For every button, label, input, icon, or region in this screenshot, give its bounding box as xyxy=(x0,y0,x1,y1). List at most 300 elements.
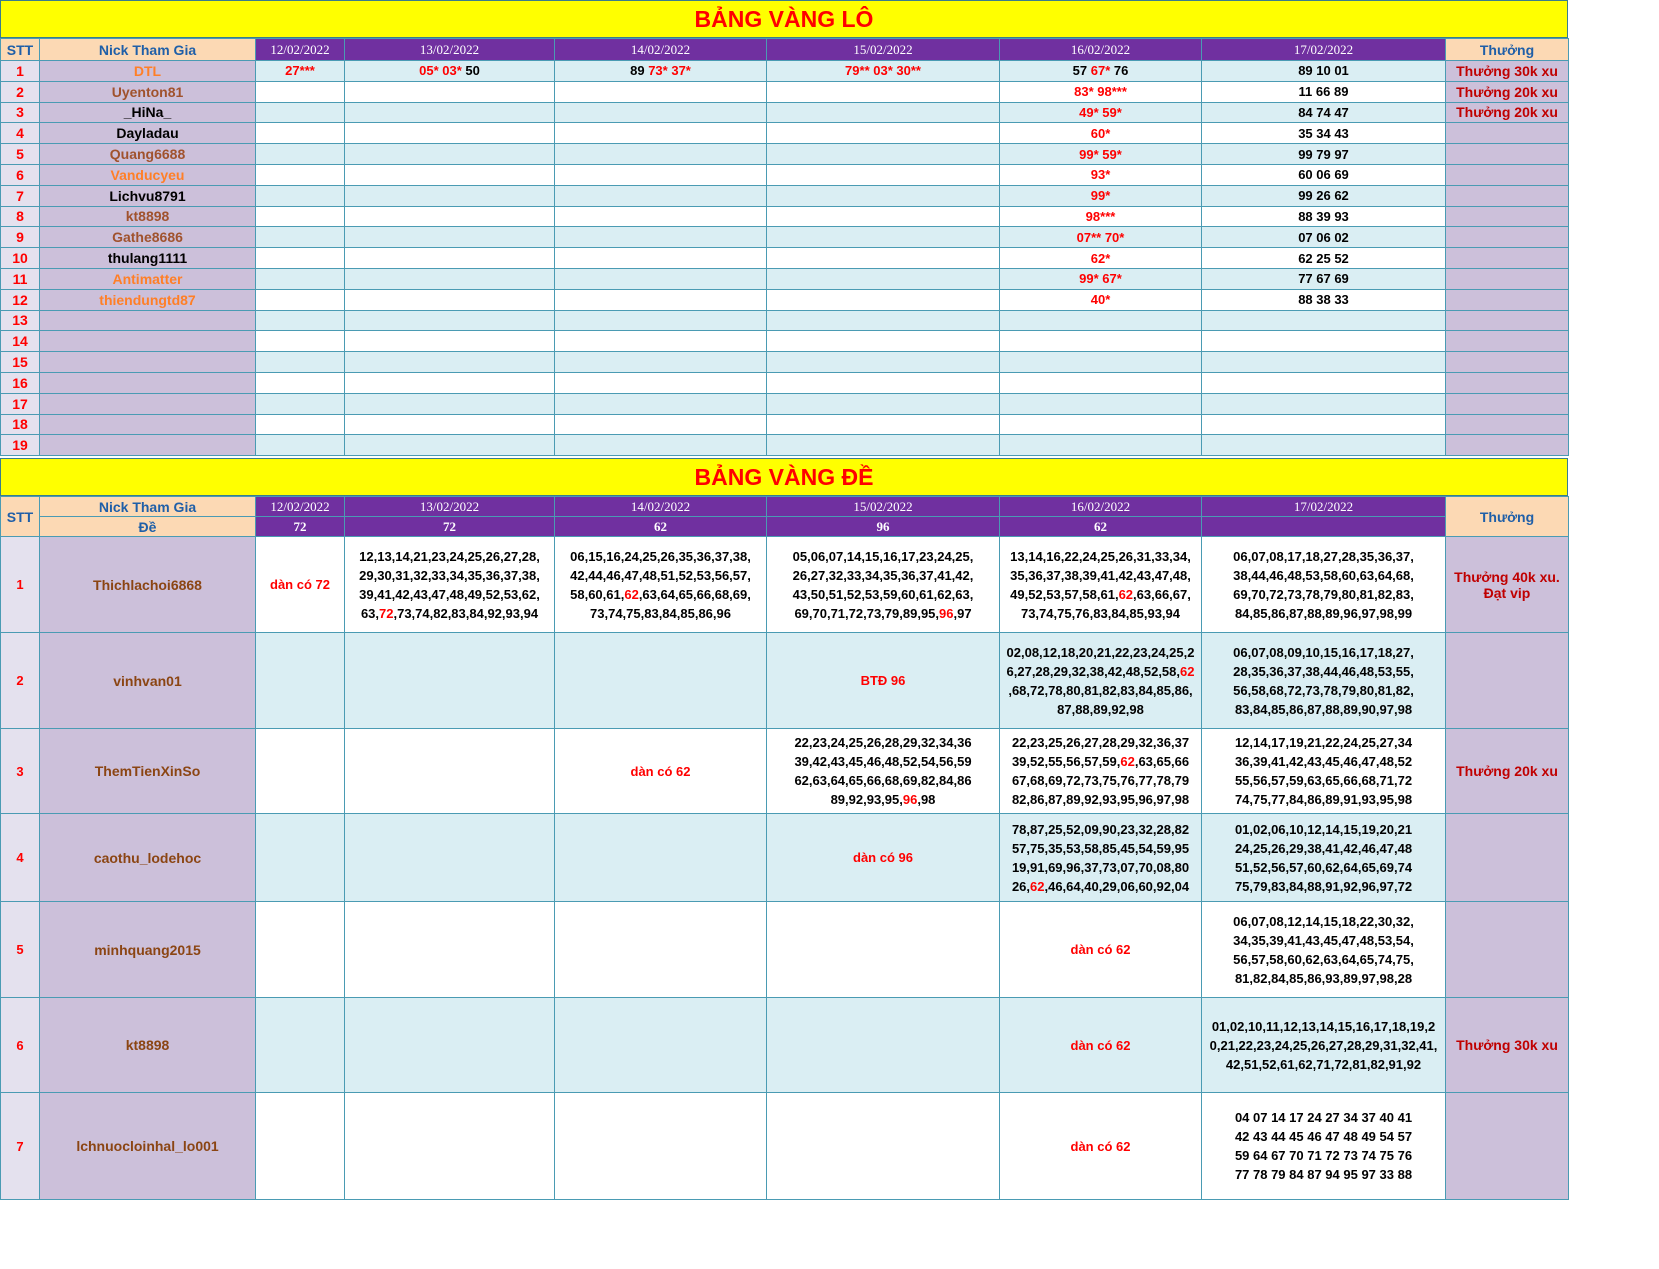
lo-cell xyxy=(555,372,767,393)
participant-nick xyxy=(40,310,256,331)
date-header: 13/02/2022 xyxy=(345,39,555,61)
cell-text-segment: 89 10 01 xyxy=(1298,63,1349,79)
lo-cell xyxy=(1202,206,1446,227)
lo-cell xyxy=(345,310,555,331)
de-cell xyxy=(1202,537,1446,633)
row-number: 9 xyxy=(1,227,40,248)
de-cell xyxy=(256,902,345,998)
lo-cell xyxy=(345,435,555,456)
lo-cell xyxy=(256,414,345,435)
cell-text-segment: 77 67 69 xyxy=(1298,271,1349,287)
cell-text-segment: ,46,64,40,29,06,60,92,04 xyxy=(1044,878,1190,894)
lo-cell xyxy=(256,185,345,206)
cell-text-segment: dàn có 72 xyxy=(270,577,330,593)
lo-cell xyxy=(767,206,1000,227)
lo-cell xyxy=(767,435,1000,456)
cell-text-segment: 49* 59* xyxy=(1079,104,1122,120)
de-cell xyxy=(767,998,1000,1093)
de-cell xyxy=(345,998,555,1093)
de-cell xyxy=(1202,633,1446,729)
lo-cell xyxy=(767,352,1000,373)
date-header: 12/02/2022 xyxy=(256,39,345,61)
lo-cell xyxy=(555,352,767,373)
lo-table-row xyxy=(1,206,1569,227)
lo-cell xyxy=(345,185,555,206)
lo-cell xyxy=(1000,164,1202,185)
cell-text-segment: 62 xyxy=(1180,663,1195,679)
lo-cell xyxy=(555,414,767,435)
de-cell xyxy=(555,537,767,633)
cell-text-segment: 79** 03* 30** xyxy=(845,63,921,79)
lo-cell xyxy=(256,352,345,373)
lo-cell xyxy=(767,61,1000,82)
cell-text-segment: 01,02,10,11,12,13,14,15,16,17,18,19,2 0,21,22,23,24,25,26,27,28,29,31,32,41, 42,51,52,61,62,71,72,81,82,91,92 xyxy=(1209,1018,1438,1072)
lo-cell xyxy=(1202,414,1446,435)
row-number: 11 xyxy=(1,268,40,289)
cell-text-segment: ,98 xyxy=(917,792,936,808)
de-cell xyxy=(767,633,1000,729)
lo-cell xyxy=(256,123,345,144)
lo-banner xyxy=(0,0,1568,38)
lo-table-row xyxy=(1,123,1569,144)
cell-text-segment: ,63,65,66 67,68,69,72,73,75,76,77,78,79 82,86,87,89,92,93,95,96,97,98 xyxy=(1011,754,1190,808)
lo-table-row xyxy=(1,372,1569,393)
de-cell xyxy=(555,729,767,814)
lo-cell xyxy=(345,268,555,289)
de-cell xyxy=(555,633,767,729)
lo-title: BẢNG VÀNG LÔ xyxy=(694,5,874,32)
cell-text-segment: 62 xyxy=(624,586,639,602)
cell-text-segment: 98*** xyxy=(1085,208,1116,224)
row-number: 8 xyxy=(1,206,40,227)
participant-nick: Dayladau xyxy=(40,123,256,144)
lo-cell xyxy=(555,227,767,248)
lo-cell xyxy=(1202,289,1446,310)
lo-cell xyxy=(1000,352,1202,373)
lo-cell xyxy=(1000,227,1202,248)
lo-cell xyxy=(1202,102,1446,123)
lo-cell xyxy=(345,352,555,373)
reward-cell xyxy=(1446,123,1569,144)
lo-cell xyxy=(1202,164,1446,185)
lo-cell xyxy=(767,123,1000,144)
cell-text-segment: 99 26 62 xyxy=(1298,188,1349,204)
participant-nick xyxy=(40,435,256,456)
lo-cell xyxy=(1202,227,1446,248)
participant-nick: Lichvu8791 xyxy=(40,185,256,206)
lo-table-row xyxy=(1,227,1569,248)
cell-text-segment: ,63,66,67, 73,74,75,76,83,84,85,93,94 xyxy=(1020,586,1191,621)
de-cell xyxy=(1202,729,1446,814)
de-table-row xyxy=(1,814,1569,902)
participant-nick: thulang1111 xyxy=(40,248,256,269)
lo-cell xyxy=(555,435,767,456)
de-cell xyxy=(767,537,1000,633)
row-number: 1 xyxy=(1,537,40,633)
cell-text-segment: ,97 xyxy=(953,605,972,621)
participant-nick: ThemTienXinSo xyxy=(40,729,256,814)
lo-cell xyxy=(256,164,345,185)
cell-text-segment: 96 xyxy=(939,605,954,621)
row-number: 7 xyxy=(1,1093,40,1200)
cell-text-segment: 07** 70* xyxy=(1076,229,1125,245)
lo-cell xyxy=(256,331,345,352)
cell-text-segment: 01,02,06,10,12,14,15,19,20,21 24,25,26,29,38,41,42,46,47,48 51,52,56,57,60,62,64,65,69,74 75,79,83,84,88,91,92,96,97,72 xyxy=(1234,821,1413,894)
lo-cell xyxy=(767,164,1000,185)
row-number: 18 xyxy=(1,414,40,435)
row-number: 6 xyxy=(1,998,40,1093)
participant-nick xyxy=(40,352,256,373)
cell-text-segment: 50 xyxy=(465,63,480,79)
lo-table-row xyxy=(1,414,1569,435)
cell-text-segment: ,73,74,82,83,84,92,93,94 xyxy=(393,605,539,621)
de-result-row xyxy=(1,517,1569,537)
de-cell xyxy=(256,633,345,729)
lo-cell xyxy=(256,268,345,289)
cell-text-segment: BTĐ 96 xyxy=(860,673,906,689)
de-header: Đề xyxy=(40,517,256,537)
de-table-row xyxy=(1,1093,1569,1200)
lo-cell xyxy=(1000,310,1202,331)
cell-text-segment: 67* xyxy=(1090,63,1111,79)
de-cell xyxy=(345,537,555,633)
cell-text-segment: 88 39 93 xyxy=(1298,208,1349,224)
cell-text-segment: 40* xyxy=(1090,292,1111,308)
lo-cell xyxy=(767,102,1000,123)
cell-text-segment: 02,08,12,18,20,21,22,23,24,25,2 6,27,28,29,32,38,42,48,52,58, xyxy=(1006,644,1195,679)
lo-cell xyxy=(345,414,555,435)
row-number: 4 xyxy=(1,814,40,902)
participant-nick: kt8898 xyxy=(40,206,256,227)
cell-text-segment: 93* xyxy=(1090,167,1111,183)
lo-cell xyxy=(555,268,767,289)
cell-text-segment: 62 25 52 xyxy=(1298,250,1349,266)
participant-nick: Uyenton81 xyxy=(40,81,256,102)
row-number: 17 xyxy=(1,393,40,414)
lo-table-row xyxy=(1,310,1569,331)
lo-cell xyxy=(1202,123,1446,144)
thuong-header: Thưởng xyxy=(1446,497,1569,537)
cell-text-segment: 62 xyxy=(1118,586,1134,602)
lo-table-row xyxy=(1,268,1569,289)
de-cell xyxy=(555,902,767,998)
lo-cell xyxy=(1202,144,1446,165)
reward-cell xyxy=(1446,393,1569,414)
row-number: 16 xyxy=(1,372,40,393)
lo-table-row xyxy=(1,435,1569,456)
cell-text-segment: 22,23,25,26,27,28,29,32,36,37 39,52,55,56,57,59, xyxy=(1011,735,1190,770)
lo-cell xyxy=(1000,61,1202,82)
lo-cell xyxy=(767,289,1000,310)
lo-cell xyxy=(555,206,767,227)
de-header-row xyxy=(1,497,1569,517)
cell-text-segment: 78,87,25,52,09,90,23,32,28,82 57,75,35,53,58,85,45,54,59,95 19,91,69,96,37,73,07,70,08,80 26, xyxy=(1011,821,1190,894)
de-cell xyxy=(767,902,1000,998)
de-cell xyxy=(345,902,555,998)
de-cell xyxy=(767,1093,1000,1200)
lo-cell xyxy=(345,144,555,165)
participant-nick xyxy=(40,372,256,393)
lo-cell xyxy=(345,61,555,82)
reward-cell xyxy=(1446,814,1569,902)
reward-cell: Thưởng 30k xu xyxy=(1446,61,1569,82)
de-table xyxy=(0,496,1569,1200)
lo-cell xyxy=(345,393,555,414)
date-header: 14/02/2022 xyxy=(555,497,767,517)
de-cell xyxy=(345,729,555,814)
lo-cell xyxy=(1000,102,1202,123)
participant-nick: Thichlachoi6868 xyxy=(40,537,256,633)
row-number: 12 xyxy=(1,289,40,310)
reward-cell xyxy=(1446,414,1569,435)
lo-table-row xyxy=(1,164,1569,185)
de-cell xyxy=(1202,814,1446,902)
de-table-row xyxy=(1,537,1569,633)
lo-table-row xyxy=(1,393,1569,414)
date-header: 12/02/2022 xyxy=(256,497,345,517)
lo-table-row xyxy=(1,185,1569,206)
reward-cell: Thưởng 20k xu xyxy=(1446,102,1569,123)
reward-cell xyxy=(1446,268,1569,289)
de-cell xyxy=(345,1093,555,1200)
cell-text-segment: 06,07,08,12,14,15,18,22,30,32, 34,35,39,41,43,45,47,48,53,54, 56,57,58,60,62,63,64,65,74,75, 81,82,84,85,86,93,89,97,98,28 xyxy=(1233,913,1414,986)
cell-text-segment: ,63,64,65,66,68,69, 73,74,75,83,84,85,86,96 xyxy=(590,586,751,621)
lo-cell xyxy=(1000,144,1202,165)
cell-text-segment: 06,15,16,24,25,26,35,36,37,38, 42,44,46,47,48,51,52,53,56,57, 58,60,61, xyxy=(570,548,751,602)
date-header: 17/02/2022 xyxy=(1202,39,1446,61)
lo-cell xyxy=(1000,393,1202,414)
cell-text-segment: 62* xyxy=(1090,250,1111,266)
lo-cell xyxy=(1000,268,1202,289)
participant-nick: kt8898 xyxy=(40,998,256,1093)
de-cell xyxy=(555,814,767,902)
de-table-row xyxy=(1,902,1569,998)
lo-cell xyxy=(1000,372,1202,393)
row-number: 4 xyxy=(1,123,40,144)
cell-text-segment: 11 66 89 xyxy=(1298,84,1349,100)
cell-text-segment: dàn có 62 xyxy=(1070,942,1131,958)
lo-cell xyxy=(345,123,555,144)
cell-text-segment: ,68,72,78,80,81,82,83,84,85,86, 87,88,89,92,98 xyxy=(1008,682,1193,717)
lo-cell xyxy=(345,331,555,352)
lo-cell xyxy=(256,248,345,269)
result-number xyxy=(1202,517,1446,537)
reward-cell xyxy=(1446,310,1569,331)
lo-table-row xyxy=(1,289,1569,310)
cell-text-segment: 88 38 33 xyxy=(1298,292,1349,308)
lo-cell xyxy=(767,185,1000,206)
cell-text-segment: 73* 37* xyxy=(648,63,691,79)
cell-text-segment: dàn có 96 xyxy=(853,850,913,866)
participant-nick: caothu_lodehoc xyxy=(40,814,256,902)
cell-text-segment: 05,06,07,14,15,16,17,23,24,25, 26,27,32,33,34,35,36,37,41,42, 43,50,51,52,53,59,60,61,62,63, 69,70,71,72,73,79,89,95, xyxy=(792,548,974,621)
lo-table-row xyxy=(1,102,1569,123)
cell-text-segment: 57 xyxy=(1072,63,1091,79)
cell-text-segment: 72 xyxy=(379,605,394,621)
participant-nick: Quang6688 xyxy=(40,144,256,165)
lo-cell xyxy=(555,144,767,165)
lo-table-row xyxy=(1,331,1569,352)
lo-cell xyxy=(1202,331,1446,352)
de-table-row xyxy=(1,633,1569,729)
de-cell xyxy=(1000,537,1202,633)
lo-cell xyxy=(767,331,1000,352)
lo-cell xyxy=(345,227,555,248)
cell-text-segment: 99* xyxy=(1090,188,1111,204)
cell-text-segment: 12,13,14,21,23,24,25,26,27,28, 29,30,31,32,33,34,35,36,37,38, 39,41,42,43,47,48,49,52,53,62, 63, xyxy=(359,548,540,621)
reward-cell xyxy=(1446,289,1569,310)
lo-cell xyxy=(345,372,555,393)
lo-table-row xyxy=(1,352,1569,373)
cell-text-segment: 76 xyxy=(1110,63,1129,79)
participant-nick: vinhvan01 xyxy=(40,633,256,729)
reward-cell xyxy=(1446,164,1569,185)
cell-text-segment: dàn có 62 xyxy=(1070,1037,1131,1053)
lo-cell xyxy=(256,227,345,248)
de-cell xyxy=(345,633,555,729)
reward-cell xyxy=(1446,352,1569,373)
de-cell xyxy=(1000,633,1202,729)
reward-cell xyxy=(1446,248,1569,269)
de-cell xyxy=(256,729,345,814)
participant-nick xyxy=(40,393,256,414)
reward-cell xyxy=(1446,206,1569,227)
lo-cell xyxy=(555,248,767,269)
result-number: 72 xyxy=(345,517,555,537)
lo-cell xyxy=(256,144,345,165)
lo-cell xyxy=(555,123,767,144)
cell-text-segment: 84 74 47 xyxy=(1298,104,1349,120)
row-number: 3 xyxy=(1,102,40,123)
lo-cell xyxy=(767,248,1000,269)
de-cell xyxy=(1000,814,1202,902)
lo-cell xyxy=(256,206,345,227)
lo-cell xyxy=(256,435,345,456)
lo-header-row xyxy=(1,39,1569,61)
cell-text-segment: dàn có 62 xyxy=(630,763,691,779)
de-cell xyxy=(1202,998,1446,1093)
de-cell xyxy=(767,729,1000,814)
de-title: BẢNG VÀNG ĐỀ xyxy=(694,463,874,490)
de-cell xyxy=(1000,1093,1202,1200)
de-cell xyxy=(1000,998,1202,1093)
lo-cell xyxy=(256,102,345,123)
de-cell xyxy=(256,537,345,633)
lo-cell xyxy=(1000,414,1202,435)
cell-text-segment: 99* 67* xyxy=(1079,271,1122,287)
lo-cell xyxy=(1202,268,1446,289)
lo-cell xyxy=(1202,352,1446,373)
lo-cell xyxy=(767,310,1000,331)
cell-text-segment: 12,14,17,19,21,22,24,25,27,34 36,39,41,42,43,45,46,47,48,52 55,56,57,59,63,65,66,68,71,72 74,75,77,84,86,89,91,93,95,98 xyxy=(1234,735,1413,808)
lo-cell xyxy=(1202,310,1446,331)
lo-cell xyxy=(555,331,767,352)
lo-cell xyxy=(1202,372,1446,393)
de-cell xyxy=(1000,729,1202,814)
result-number: 62 xyxy=(1000,517,1202,537)
row-number: 13 xyxy=(1,310,40,331)
lo-cell xyxy=(345,164,555,185)
lo-table xyxy=(0,38,1569,456)
result-number: 72 xyxy=(256,517,345,537)
participant-nick xyxy=(40,414,256,435)
lo-cell xyxy=(767,372,1000,393)
lo-cell xyxy=(256,289,345,310)
date-header: 15/02/2022 xyxy=(767,39,1000,61)
lo-cell xyxy=(555,185,767,206)
lo-cell xyxy=(1000,248,1202,269)
row-number: 5 xyxy=(1,902,40,998)
de-cell xyxy=(555,998,767,1093)
date-header: 13/02/2022 xyxy=(345,497,555,517)
lo-cell xyxy=(1000,123,1202,144)
row-number: 6 xyxy=(1,164,40,185)
lo-cell xyxy=(256,310,345,331)
cell-text-segment: 04 07 14 17 24 27 34 37 40 41 42 43 44 45 46 47 48 49 54 57 59 64 67 70 71 72 73 74 75 76 77 78 79 84 87 94 95 97 33 88 xyxy=(1234,1110,1413,1183)
cell-text-segment: 83* 98*** xyxy=(1074,84,1127,100)
participant-nick: thiendungtd87 xyxy=(40,289,256,310)
reward-cell: Thưởng 40k xu. Đạt vip xyxy=(1446,537,1569,633)
row-number: 14 xyxy=(1,331,40,352)
participant-nick xyxy=(40,331,256,352)
reward-cell: Thưởng 20k xu xyxy=(1446,81,1569,102)
lo-cell xyxy=(345,289,555,310)
lo-cell xyxy=(555,61,767,82)
de-cell xyxy=(345,814,555,902)
nick-header: Nick Tham Gia xyxy=(40,497,256,517)
de-table-row xyxy=(1,729,1569,814)
participant-nick: Antimatter xyxy=(40,268,256,289)
cell-text-segment: 27*** xyxy=(285,63,315,79)
de-cell xyxy=(256,814,345,902)
lo-cell xyxy=(555,81,767,102)
lo-cell xyxy=(1000,81,1202,102)
de-cell xyxy=(555,1093,767,1200)
row-number: 3 xyxy=(1,729,40,814)
participant-nick: _HiNa_ xyxy=(40,102,256,123)
lo-cell xyxy=(767,227,1000,248)
cell-text-segment: 60* xyxy=(1090,125,1111,141)
de-cell xyxy=(1202,902,1446,998)
lo-table-row xyxy=(1,61,1569,82)
de-table-row xyxy=(1,998,1569,1093)
lo-table-row xyxy=(1,248,1569,269)
date-header: 16/02/2022 xyxy=(1000,39,1202,61)
lo-cell xyxy=(1000,289,1202,310)
reward-cell: Thưởng 30k xu xyxy=(1446,998,1569,1093)
lo-cell xyxy=(1202,393,1446,414)
nick-header: Nick Tham Gia xyxy=(40,39,256,61)
participant-nick: DTL xyxy=(40,61,256,82)
lo-cell xyxy=(1000,185,1202,206)
participant-nick: Gathe8686 xyxy=(40,227,256,248)
lo-cell xyxy=(1000,331,1202,352)
lo-cell xyxy=(555,310,767,331)
cell-text-segment: 22,23,24,25,26,28,29,32,34,36 39,42,43,45,46,48,52,54,56,59 62,63,64,65,66,68,69,82,84,86 89,92,93,95, xyxy=(794,735,972,808)
lo-cell xyxy=(555,164,767,185)
de-cell xyxy=(1202,1093,1446,1200)
reward-cell xyxy=(1446,435,1569,456)
result-number: 62 xyxy=(555,517,767,537)
cell-text-segment: 60 06 69 xyxy=(1298,167,1349,183)
cell-text-segment: 07 06 02 xyxy=(1298,229,1349,245)
cell-text-segment: 06,07,08,17,18,27,28,35,36,37, 38,44,46,48,53,58,60,63,64,68, 69,70,72,73,78,79,80,81,82,83, 84,85,86,87,88,89,96,97,98,99 xyxy=(1233,548,1414,621)
lo-cell xyxy=(555,102,767,123)
row-number: 10 xyxy=(1,248,40,269)
lo-cell xyxy=(345,102,555,123)
row-number: 7 xyxy=(1,185,40,206)
participant-nick: Vanducyeu xyxy=(40,164,256,185)
